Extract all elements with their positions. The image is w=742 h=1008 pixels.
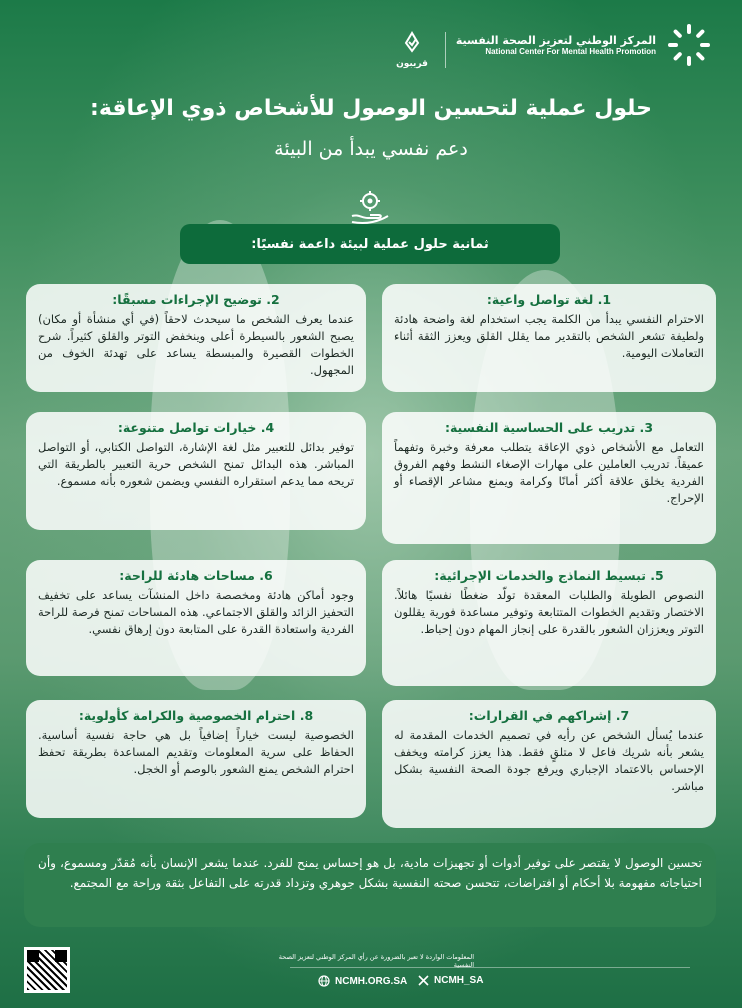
partner-leaf-icon bbox=[400, 30, 424, 54]
org-name-en: National Center For Mental Health Promotion bbox=[485, 47, 656, 56]
card-body: التعامل مع الأشخاص ذوي الإعاقة يتطلب معرفة وخبرة وتفهماً عميقاً. تدريب العاملين على مهارات الإصغاء النشط وفهم الفروق الفردية يخلق علاقة أكثر أمانًا وكرامة ويمنع مشاعر الإقصاء أو الإحراج. bbox=[394, 440, 704, 505]
partner-name: قريبون bbox=[396, 59, 428, 69]
card-title: 7. إشراكهم في القرارات: bbox=[468, 708, 630, 723]
solutions-subtitle: ثمانية حلول عملية لبيئة داعمة نفسيًا: bbox=[180, 224, 560, 264]
card-title: 4. خيارات تواصل متنوعة: bbox=[117, 420, 275, 435]
card-body: النصوص الطويلة والطلبات المعقدة تولّد ضغطًا نفسيًا هائلاً. الاختصار وتقديم الخطوات المتتابعة وتوفير مساعدة فورية يقللون التوتر ويعززان الشعور بالقدرة على إنجاز المهام دون إحباط. bbox=[394, 588, 704, 636]
card-title: 3. تدريب على الحساسية النفسية: bbox=[444, 420, 654, 435]
social-handle-text: NCMH_SA bbox=[434, 975, 484, 986]
card-body: الاحترام النفسي يبدأ من الكلمة يجب استخدام لغة واضحة هادئة ولطيفة تشعر الشخص بالتقدير مما يقلل القلق ويعزز الثقة أثناء التعاملات اليومية. bbox=[394, 312, 704, 360]
solution-card-4 bbox=[26, 412, 366, 530]
ncmh-logo bbox=[456, 22, 712, 68]
card-title: 6. مساحات هادئة للراحة: bbox=[119, 568, 273, 583]
qr-code-pattern bbox=[27, 950, 67, 990]
card-title: 2. توضيح الإجراءات مسبقًا: bbox=[112, 292, 280, 307]
solution-card-2 bbox=[26, 284, 366, 392]
page-title: حلول عملية لتحسين الوصول للأشخاص ذوي الإعاقة: bbox=[90, 96, 652, 121]
card-title: 5. تبسيط النماذج والخدمات الإجرائية: bbox=[434, 568, 664, 583]
card-body: عندما يُسأل الشخص عن رأيه في تصميم الخدمات المقدمة له يشعر بأنه شريك فاعل لا متلقٍ فقط. هذا يعزز كرامته ويخفف الإحساس بالاعتماد الإجباري ويرفع جودة الصحة النفسية بشكل مباشر. bbox=[394, 728, 704, 793]
qr-code[interactable] bbox=[24, 947, 70, 993]
solution-card-8 bbox=[26, 700, 366, 818]
solution-card-6 bbox=[26, 560, 366, 676]
header bbox=[0, 0, 742, 90]
hand-gear-icon bbox=[348, 188, 392, 226]
solution-card-7 bbox=[382, 700, 716, 828]
card-body: الخصوصية ليست خياراً إضافياً بل هي حاجة نفسية أساسية. الحفاظ على سرية المعلومات وتقديم المساعدة بطريقة تحفظ احترام الشخص يمنع الشعور بالوصم أو الخجل. bbox=[38, 728, 354, 776]
page-subtitle: دعم نفسي يبدأ من البيئة bbox=[274, 138, 468, 160]
website-link[interactable] bbox=[318, 975, 407, 987]
org-name-ar: المركز الوطني لتعزيز الصحة النفسية bbox=[455, 34, 656, 47]
card-title: 1. لغة تواصل واعية: bbox=[486, 292, 612, 307]
solution-card-3 bbox=[382, 412, 716, 544]
disclaimer: المعلومات الواردة لا تعبر بالضرورة عن رأي المركز الوطني لتعزيز الصحة النفسية bbox=[278, 953, 474, 969]
card-body: توفير بدائل للتعبير مثل لغة الإشارة، التواصل الكتابي، أو التواصل المباشر. هذه البدائل تمنح الشخص حرية التعبير بالطريقة التي تريحه مما يدعم استقراره النفسي ويضمن شعوره بأنه مسموع. bbox=[38, 440, 354, 488]
globe-icon bbox=[318, 975, 330, 987]
conclusion-text: تحسين الوصول لا يقتصر على توفير أدوات أو تجهيزات مادية، بل هو إحساس يمنح للفرد. عندما يشعر الإنسان بأنه مُقدّر ومسموع، وأن احتياجاته مفهومة بلا أحكام أو افتراضات، تتحسن صحته النفسية بشكل جوهري وتزداد قدرته على التفاعل بثقة وراحة مع المجتمع. bbox=[24, 843, 716, 927]
solution-card-5 bbox=[382, 560, 716, 686]
ncmh-starburst-icon bbox=[666, 22, 712, 68]
social-link[interactable] bbox=[418, 975, 483, 986]
card-body: وجود أماكن هادئة ومخصصة داخل المنشآت يساعد على تخفيف التحفيز الزائد والقلق الاجتماعي. هذه المساحات تمنح فرصة للراحة الفردية واستعادة القدرة على المتابعة دون إرهاق نفسي. bbox=[38, 588, 354, 636]
footer-divider bbox=[290, 967, 690, 968]
partner-logo bbox=[392, 30, 432, 69]
website-text: NCMH.ORG.SA bbox=[335, 975, 408, 987]
card-title: 8. احترام الخصوصية والكرامة كأولوية: bbox=[78, 708, 314, 723]
solution-card-1 bbox=[382, 284, 716, 392]
card-body: عندما يعرف الشخص ما سيحدث لاحقاً (في أي منشأة أو مكان) يصبح الشعور بالسيطرة أعلى وينخفض التوتر والقلق كثيراً. شرح الخطوات القصيرة والمبسطة يساعد على تهدئة الخوف من المجهول. bbox=[38, 312, 354, 377]
logo-divider bbox=[445, 32, 446, 68]
x-logo-icon bbox=[418, 975, 429, 986]
